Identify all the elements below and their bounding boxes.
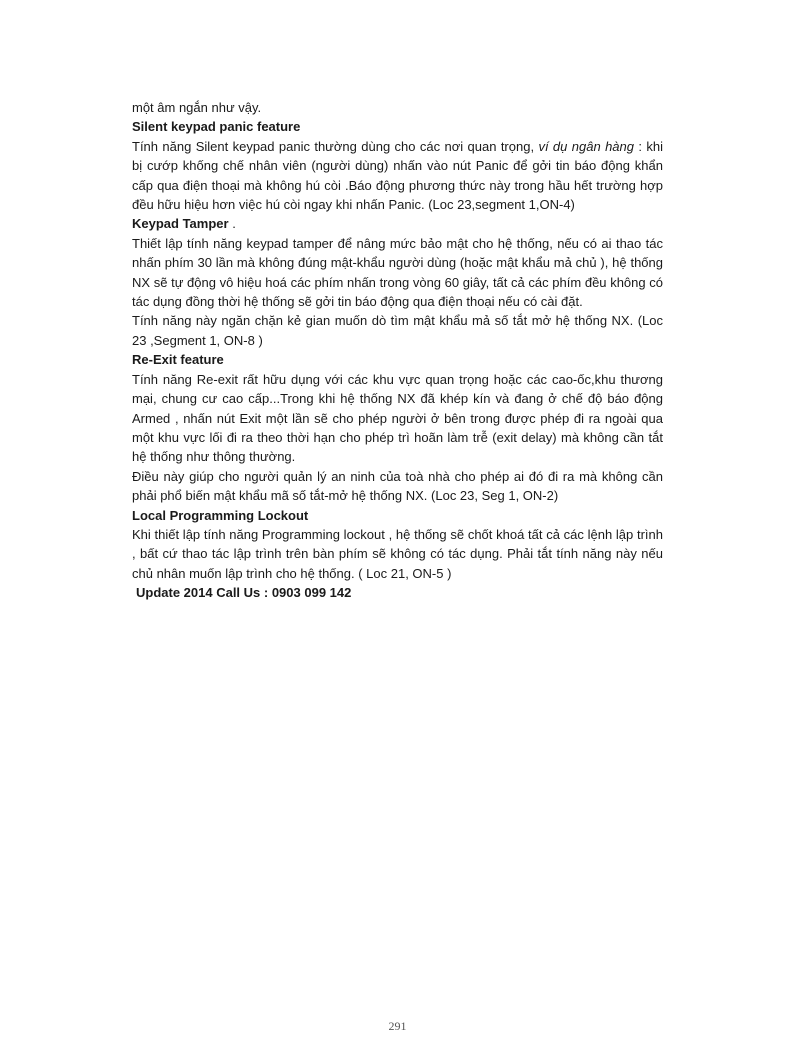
silent-panic-example: ví dụ ngân hàng [538, 138, 634, 154]
keypad-tamper-heading-text: Keypad Tamper [132, 216, 229, 232]
silent-panic-heading: Silent keypad panic feature [132, 119, 301, 135]
re-exit-heading: Re-Exit feature [132, 352, 224, 368]
programming-lockout-paragraph: Khi thiết lập tính năng Programming lockout , hệ thống sẽ chốt khoá tất cả các lệnh lập trình , bất cứ thao tác lập trình trên bàn phím sẽ không có tác dụng. Phải tắt tính năng này nếu chủ nhân muốn lập trình cho hệ thống. ( Loc 21, ON-5 ) [132, 526, 663, 581]
keypad-tamper-heading [132, 214, 663, 233]
keypad-tamper-paragraph-1: Thiết lập tính năng keypad tamper để nâng mức bảo mật cho hệ thống, nếu có ai thao tác nhấn phím 30 lần mà không đúng mật-khẩu người dùng (hoặc mật khẩu mả chủ ), hệ thống NX sẽ tự động vô hiệu hoá các phím nhấn trong vòng 60 giây, tất cả các phím đều không có tác dụng đồng thời hệ thống sẽ gởi tin báo động qua điện thoại nếu có cài đặt. [132, 235, 663, 310]
keypad-tamper-paragraph-2: Tính năng này ngăn chặn kẻ gian muốn dò tìm mật khẩu mả số tắt mở hệ thống NX. (Loc 23 ,Segment 1, ON-8 ) [132, 313, 663, 348]
silent-panic-text-end: : khi bị cướp khống chế nhân viên (người dùng) nhấn vào nút Panic để gởi tin báo động khẩn cấp qua điện thoại mà không hú còi .Báo động phương thức này trong hầu hết trường hợp đều hữu hiệu hơn việc hú còi ngay khi nhấn Panic. (Loc 23,segment 1,ON-4) [132, 138, 663, 213]
update-contact-note: Update 2014 Call Us : 0903 099 142 [136, 585, 352, 601]
document-body [132, 98, 663, 603]
re-exit-paragraph-1: Tính năng Re-exit rất hữu dụng với các khu vực quan trọng hoặc các cao-ốc,khu thương mại, chung cư cao cấp...Trong khi hệ thống NX đã khép kín và đang ở chế độ báo động Armed , nhấn nút Exit một lần sẽ cho phép người ở bên trong được phép đi ra ngoài qua một khu vực lối đi ra theo thời hạn cho phép trì hoãn làm trễ (exit delay) mà không cần tắt hệ thống như thông thường. [132, 371, 663, 465]
silent-panic-text-start: Tính năng Silent keypad panic thường dùng cho các nơi quan trọng, [132, 138, 539, 154]
silent-panic-paragraph [132, 137, 663, 215]
page-number: 291 [388, 1019, 407, 1033]
keypad-tamper-heading-suffix: . [228, 216, 236, 232]
re-exit-paragraph-2: Điều này giúp cho người quản lý an ninh của toà nhà cho phép ai đó đi ra mà không cần phải phổ biến mật khẩu mã số tắt-mở hệ thống NX. (Loc 23, Seg 1, ON-2) [132, 468, 663, 504]
programming-lockout-heading: Local Programming Lockout [132, 507, 309, 523]
intro-continuation: một âm ngắn như vậy. [132, 100, 262, 115]
